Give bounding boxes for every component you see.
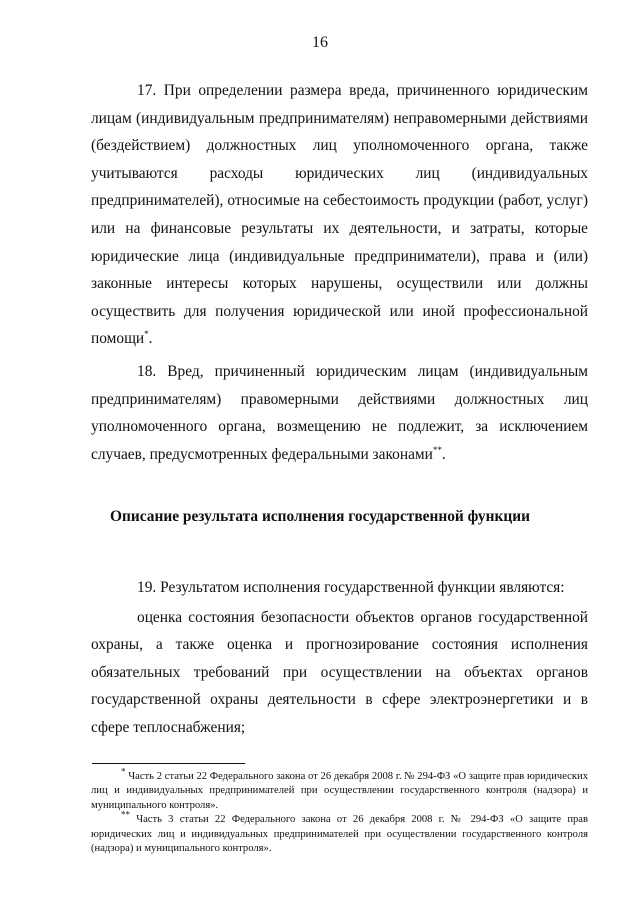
paragraph-18: [91, 358, 588, 468]
footnote-2-text: Часть 3 статьи 22 Федерального закона от 26 декабря 2008 г. № 294-ФЗ «О защите прав юридических лиц и индивидуальных предпринимателей при осуществлении государственного контроля (надзора) и муниципального контроля».: [91, 814, 588, 855]
footnotes: [91, 766, 588, 856]
section-heading: Описание результата исполнения государственной функции: [110, 508, 530, 525]
footnote-1-mark: *: [121, 766, 126, 777]
paragraph-18-end: .: [441, 445, 446, 463]
footnote-ref-1[interactable]: *: [144, 329, 149, 340]
footnote-1-text: Часть 2 статьи 22 Федерального закона от 26 декабря 2008 г. № 294-ФЗ «О защите прав юридических лиц и индивидуальных предпринимателей при осуществлении государственного контроля (надзора) и муниципального контроля».: [91, 771, 588, 811]
footnote-ref-2[interactable]: **: [432, 444, 442, 455]
page-number: 16: [312, 34, 328, 51]
footnote-2: [91, 809, 588, 856]
footnote-divider: [92, 763, 245, 764]
paragraph-19: [91, 574, 588, 742]
paragraph-19-intro: 19. Результатом исполнения государственной функции являются:: [137, 579, 565, 596]
paragraph-17: [91, 77, 588, 353]
paragraph-18-text: 18. Вред, причиненный юридическим лицам (индивидуальным предпринимателям) правомерными действиями должностных лиц уполномоченного органа, возмещению не подлежит, за исключением случаев, предусмотренных федеральными законами: [91, 363, 588, 463]
paragraph-17-end: .: [148, 330, 153, 348]
footnote-1: [91, 766, 588, 813]
paragraph-17-text: 17. При определении размера вреда, причиненного юридическим лицам (индивидуальным предпринимателям) неправомерными действиями (бездействием) должностных лиц уполномоченного органа, также учитываются расходы юридических лиц (индивидуальных предпринимателей), относимые на себестоимость продукции (работ, услуг) или на финансовые результаты их деятельности, и затраты, которые юридические лица (индивидуальные предприниматели), права и (или) законные интересы которых нарушены, осуществили или должны осуществить для получения юридической или иной профессиональной помощи: [91, 82, 588, 348]
paragraph-19-item: оценка состояния безопасности объектов органов государственной охраны, а также оценка и прогнозирование состояния исполнения обязательных требований при осуществлении на объектах органов государственной охраны деятельности в сфере электроэнергетики и в сфере теплоснабжения;: [91, 608, 588, 736]
footnote-2-mark: **: [121, 809, 130, 820]
